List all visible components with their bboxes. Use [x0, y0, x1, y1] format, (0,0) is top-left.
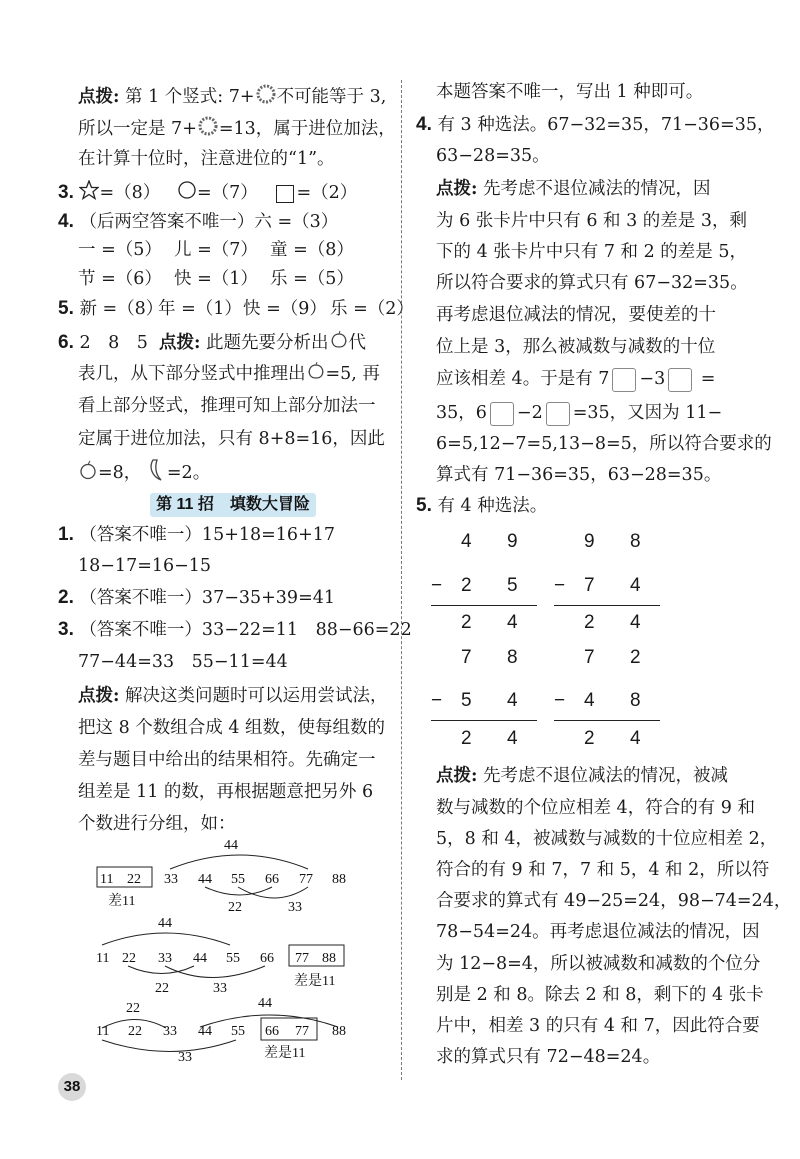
hint-text: −3 — [639, 369, 666, 389]
hint-label: 点拨: — [78, 686, 120, 706]
num: 33 — [163, 1024, 177, 1039]
hint-line: 别是 2 和 8。除去 2 和 8，剩下的 4 张卡 — [436, 985, 764, 1005]
q4-answer: 快 =（1） — [174, 269, 258, 289]
q4-row — [416, 113, 774, 137]
q5-row — [58, 297, 414, 321]
diff-label: 差11 — [108, 894, 136, 909]
num: 11 — [100, 872, 114, 887]
hint-line: 为 12−8=4，所以被减数和减数的个位分 — [436, 954, 761, 974]
hint-line: 合要求的算式有 49−25=24，98−74=24， — [436, 891, 792, 911]
q3-number: 3. — [58, 182, 74, 203]
q5-row — [416, 494, 547, 518]
q4-text: （后两空答案不唯一）六 =（3） — [79, 212, 339, 232]
hint-text: 35，6 — [436, 403, 487, 423]
s3-number: 3. — [58, 619, 74, 640]
num: 66 — [265, 1024, 279, 1039]
digit: 4 — [630, 612, 641, 633]
hint-line-2 — [78, 115, 396, 144]
hint-text: =8， — [98, 463, 142, 483]
q6-line-2 — [78, 361, 380, 388]
num: 77 — [299, 872, 313, 887]
q5-number: 5. — [416, 495, 432, 516]
q6-line-4: 定属于进位加法，只有 8+8=16，因此 — [78, 429, 385, 449]
arc-label: 22 — [155, 981, 169, 996]
hint-line — [436, 177, 711, 201]
hint-text: = — [700, 369, 716, 389]
blank-box — [668, 368, 692, 392]
s3-row — [58, 618, 412, 642]
hint-line: 78−54=24。再考虑退位减法的情况，因 — [436, 922, 760, 942]
q6-line-3: 看上部分竖式，推理可知上部分加法一 — [78, 396, 376, 416]
hint-text: 应该相差 4。于是有 7 — [436, 369, 610, 389]
s3-line-2: 77−44=33 55−11=44 — [78, 652, 288, 672]
hint-line: 所以符合要求的算式只有 67−32=35。 — [436, 273, 748, 293]
arc — [102, 933, 230, 945]
arc-label: 33 — [288, 900, 302, 915]
hint-text: 此题先要分析出 — [206, 333, 329, 353]
s1-line-2: 18−17=16−15 — [78, 556, 212, 576]
blank-box — [490, 402, 514, 426]
q4-line-2: 63−28=35。 — [436, 146, 550, 166]
s2-answer: （答案不唯一）37−35+39=41 — [79, 588, 335, 608]
banana-icon — [147, 458, 167, 489]
digit: 7 — [584, 575, 595, 596]
hint-line — [436, 764, 728, 788]
hint-line: 6=5,12−7=5,13−8=5，所以符合要求的 — [436, 434, 772, 454]
hint-line-3: 在计算十位时，注意进位的“1”。 — [78, 149, 335, 169]
digit: 9 — [584, 531, 595, 552]
circle-icon — [177, 180, 197, 207]
digit: 2 — [630, 647, 641, 668]
num: 11 — [96, 951, 110, 966]
arc-label: 33 — [178, 1050, 192, 1065]
num: 44 — [198, 872, 212, 887]
hint-text: 表几，从下部分竖式中推理出 — [78, 364, 306, 384]
num: 11 — [96, 1024, 110, 1039]
q4-row — [58, 210, 338, 234]
diagram-2 — [96, 916, 344, 996]
digit: 8 — [630, 690, 641, 711]
wreath-icon — [197, 115, 219, 144]
hint-text: 解决这类问题时可以运用尝试法， — [125, 686, 388, 706]
apple-icon — [78, 460, 98, 487]
digit: 4 — [461, 531, 472, 552]
wreath-icon — [255, 83, 277, 112]
num: 88 — [332, 872, 346, 887]
square-icon — [276, 185, 294, 203]
s1-row — [58, 523, 335, 547]
s2-row — [58, 586, 335, 610]
num: 66 — [265, 872, 279, 887]
num: 22 — [127, 872, 141, 887]
num: 88 — [332, 1024, 346, 1039]
hint-text: 先考虑不退位减法的情况，被减 — [483, 766, 729, 786]
digit: 2 — [584, 612, 595, 633]
hint-line: 再考虑退位减法的情况，要使差的十 — [436, 305, 716, 325]
digit: 2 — [461, 612, 472, 633]
hint-label: 点拨: — [436, 179, 478, 199]
column-divider — [401, 80, 402, 1080]
digit: 2 — [461, 575, 472, 596]
arc-label: 44 — [224, 838, 238, 853]
hint-line: 组差是 11 的数，再根据题意把另外 6 — [78, 782, 374, 802]
num: 44 — [193, 951, 207, 966]
arc-label: 44 — [158, 916, 172, 931]
arc-label: 22 — [228, 900, 242, 915]
hint-line: 求的算式只有 72−48=24。 — [436, 1047, 661, 1067]
digit: 2 — [584, 728, 595, 749]
hint-text: 先考虑不退位减法的情况，因 — [483, 179, 711, 199]
arc — [102, 1040, 236, 1052]
hint-line: 算式有 71−36=35，63−28=35。 — [436, 465, 722, 485]
num: 33 — [164, 872, 178, 887]
num: 77 — [295, 951, 309, 966]
q4-answer: 有 3 种选法。67−32=35，71−36=35， — [437, 115, 775, 135]
hint-text: 第 1 个竖式: 7+ — [125, 87, 255, 107]
s1-number: 1. — [58, 524, 74, 545]
digit: 7 — [461, 647, 472, 668]
hint-line: 把这 8 个数组合成 4 组数，使每组数的 — [78, 718, 386, 738]
q4-answer: 一 =（5） — [78, 240, 162, 260]
q5-answer: 年 =（1） — [158, 299, 242, 319]
diff-label: 差是11 — [294, 974, 336, 989]
s1-answer: （答案不唯一）15+18=16+17 — [79, 525, 335, 545]
digit: 8 — [630, 531, 641, 552]
result-line — [554, 720, 660, 721]
hint-line: 个数进行分组，如： — [78, 814, 236, 834]
arc — [238, 887, 308, 898]
blank-box — [612, 368, 636, 392]
arc — [128, 966, 194, 974]
hint-text: =5, 再 — [325, 364, 380, 384]
q6-row — [58, 330, 366, 357]
hint-label: 点拨: — [158, 333, 201, 353]
q6-number: 6. — [58, 332, 74, 353]
note-line: 本题答案不唯一，写出 1 种即可。 — [436, 82, 704, 102]
q5-text: 有 4 种选法。 — [437, 496, 548, 516]
q6-answer: 2 8 5 — [79, 333, 148, 353]
hint-line: 数与减数的个位应相差 4，符合的有 9 和 — [436, 798, 755, 818]
num: 22 — [122, 951, 136, 966]
hint-line: 为 6 张卡片中只有 6 和 3 的差是 3，剩 — [436, 211, 747, 231]
q4-answer: 乐 =（5） — [270, 269, 354, 289]
result-line — [554, 605, 660, 606]
square-value: =（2） — [296, 183, 358, 203]
minus-sign: − — [554, 575, 566, 596]
star-value: =（8） — [99, 183, 161, 203]
q4-answer: 节 =（6） — [78, 269, 162, 289]
result-line — [431, 720, 537, 721]
peach-icon — [329, 330, 349, 357]
hint-line: 片中，相差 3 的只有 4 和 7，因此符合要 — [436, 1016, 760, 1036]
hint-label: 点拨: — [78, 87, 120, 107]
num: 22 — [128, 1024, 142, 1039]
diagram-3 — [96, 996, 346, 1065]
diff-label: 差是11 — [264, 1046, 306, 1061]
num: 55 — [231, 872, 245, 887]
hint-text: 不可能等于 3, — [276, 87, 387, 107]
minus-sign: − — [554, 690, 566, 711]
blank-box — [546, 402, 570, 426]
hint-line: 符合的有 9 和 7，7 和 5，4 和 2，所以符 — [436, 860, 770, 880]
q5-number: 5. — [58, 298, 74, 319]
arc — [165, 966, 265, 978]
hint-line: 下的 4 张卡片中只有 7 和 2 的差是 5， — [436, 242, 747, 262]
hint-text: =35，又因为 11− — [572, 403, 723, 423]
hint-line: 5，8 和 4，被减数与减数的十位应相差 2， — [436, 829, 778, 849]
hint-text: 代 — [348, 333, 367, 353]
hint-line: 位上是 3，那么被减数与减数的十位 — [436, 337, 716, 357]
num: 88 — [322, 951, 336, 966]
digit: 9 — [507, 531, 518, 552]
hint-text: =13，属于进位加法， — [218, 119, 396, 139]
digit: 4 — [507, 728, 518, 749]
digit: 7 — [584, 647, 595, 668]
q4-answer: 童 =（8） — [270, 240, 354, 260]
q5-answer: 新 =（8） — [79, 299, 164, 319]
q5-answer: 乐 =（2） — [330, 299, 414, 319]
minus-sign: − — [431, 575, 443, 596]
arc-label: 44 — [258, 996, 272, 1011]
digit: 4 — [630, 575, 641, 596]
q4-number: 4. — [58, 211, 74, 232]
s3-answer: （答案不唯一）33−22=11 88−66=22 — [79, 620, 412, 640]
digit: 4 — [630, 728, 641, 749]
digit: 8 — [507, 647, 518, 668]
q5-answer: 快 =（9） — [243, 299, 327, 319]
circle-value: =（7） — [196, 183, 258, 203]
hint-text: =2。 — [166, 463, 211, 483]
hint-text: 所以一定是 7+ — [78, 119, 197, 139]
s2-number: 2. — [58, 587, 74, 608]
diagram-1 — [97, 838, 346, 915]
num: 66 — [260, 951, 274, 966]
hint-line-1 — [78, 83, 386, 112]
num: 55 — [226, 951, 240, 966]
digit: 4 — [507, 690, 518, 711]
hint-label: 点拨: — [436, 766, 478, 786]
minus-sign: − — [431, 690, 443, 711]
digit: 4 — [507, 612, 518, 633]
num: 55 — [231, 1024, 245, 1039]
hint-text: −2 — [516, 403, 543, 423]
result-line — [431, 605, 537, 606]
section-banner: 第 11 招 填数大冒险 — [150, 493, 316, 517]
arc-label: 22 — [126, 1001, 140, 1016]
q4-answer: 儿 =（7） — [174, 240, 258, 260]
arc-label: 33 — [213, 981, 227, 996]
q4-number: 4. — [416, 114, 432, 135]
q4-line-3 — [78, 267, 354, 291]
arc — [170, 855, 308, 869]
digit: 2 — [461, 728, 472, 749]
q4-line-2 — [78, 238, 354, 262]
num: 44 — [198, 1024, 212, 1039]
hint-line — [78, 684, 388, 708]
q3-row — [58, 180, 357, 207]
hint-line — [436, 401, 722, 426]
digit: 5 — [507, 575, 518, 596]
hint-line: 差与题目中给出的结果相符。先确定一 — [78, 750, 376, 770]
grouping-diagram — [60, 835, 390, 1065]
peach-icon — [306, 361, 326, 388]
hint-line — [436, 367, 715, 392]
arc — [205, 887, 272, 895]
digit: 4 — [584, 690, 595, 711]
page-number: 38 — [58, 1073, 86, 1101]
num: 77 — [295, 1024, 309, 1039]
digit: 5 — [461, 690, 472, 711]
num: 33 — [158, 951, 172, 966]
star-icon — [79, 180, 99, 207]
q6-line-5 — [78, 458, 210, 489]
